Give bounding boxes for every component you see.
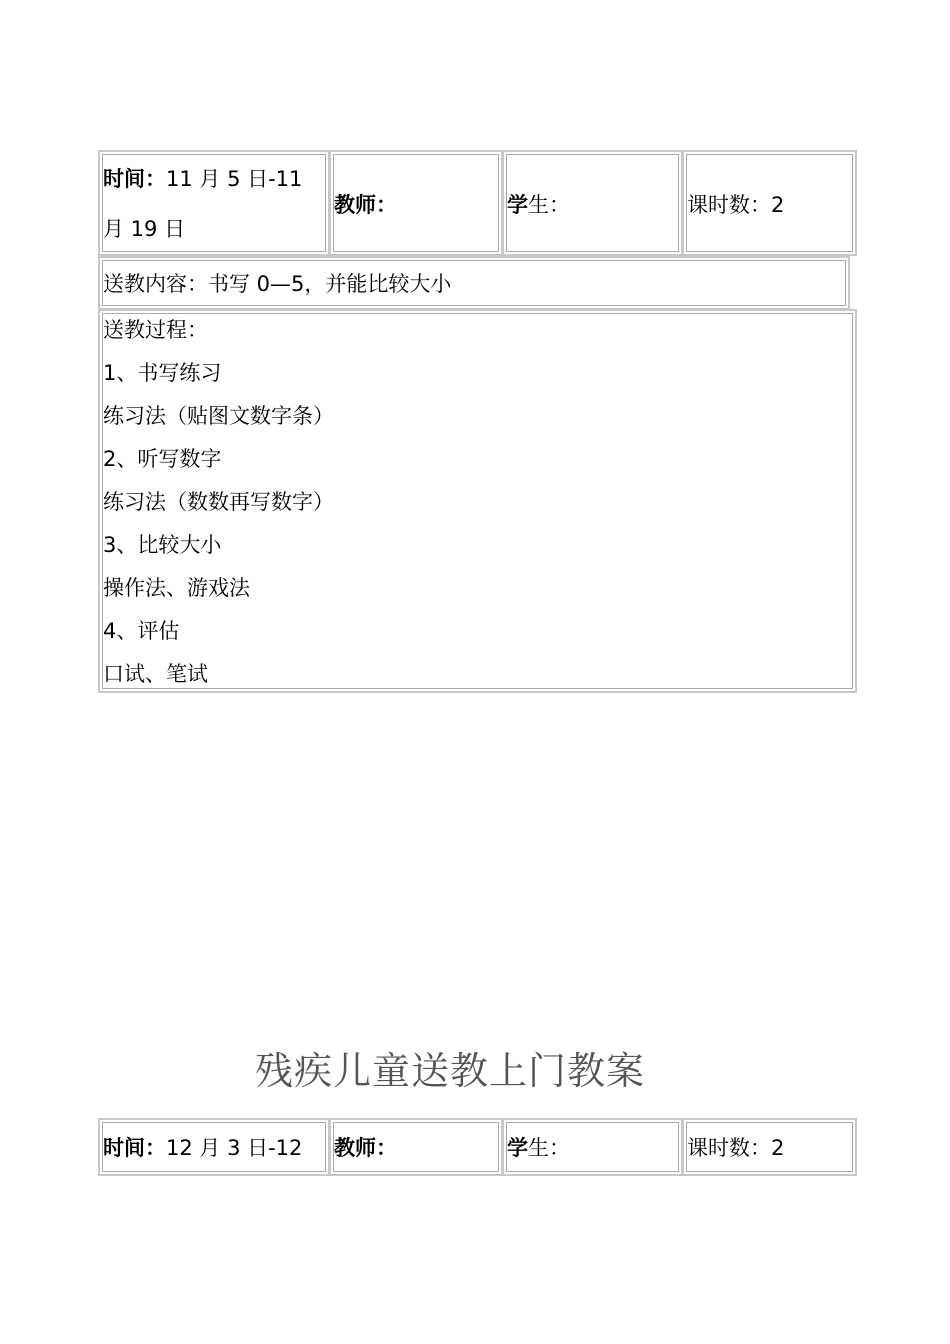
time-label: 时间：	[103, 167, 166, 191]
process-method-4: 口试、笔试	[103, 662, 208, 686]
hours-cell	[682, 150, 857, 256]
student-label-rest-2: 生：	[528, 1136, 570, 1160]
time-cell	[98, 150, 330, 256]
teacher-cell	[329, 150, 503, 256]
hours-label: 课时数：2	[687, 193, 785, 217]
process-method-3: 操作法、游戏法	[103, 576, 250, 600]
process-method-2: 练习法（数数再写数字）	[103, 490, 334, 514]
process-step-4: 4、评估	[103, 619, 180, 643]
process-step-1: 1、书写练习	[103, 361, 222, 385]
time-value-2: 12 月 3 日-12	[166, 1136, 303, 1160]
document-title: 残疾儿童送教上门教案	[254, 1049, 645, 1093]
time-value-line1: 11 月 5 日-11	[166, 167, 303, 191]
time-cell-2	[98, 1118, 330, 1176]
process-cell	[98, 309, 857, 693]
teacher-label-2: 教师：	[334, 1136, 397, 1160]
time-label-2: 时间：	[103, 1136, 166, 1160]
time-value-line2: 月 19 日	[103, 217, 186, 241]
content-cell	[98, 256, 850, 310]
student-label-bold: 学	[507, 193, 528, 217]
hours-cell-2	[682, 1118, 857, 1176]
student-cell-2	[502, 1118, 683, 1176]
teacher-label: 教师：	[334, 193, 397, 217]
process-title: 送教过程：	[103, 318, 208, 342]
hours-label-2: 课时数：2	[687, 1136, 785, 1160]
student-label-bold-2: 学	[507, 1136, 528, 1160]
student-label-rest: 生：	[528, 193, 570, 217]
student-cell	[502, 150, 683, 256]
process-method-1: 练习法（贴图文数字条）	[103, 404, 334, 428]
content-text: 送教内容：书写 0—5，并能比较大小	[103, 272, 452, 296]
teacher-cell-2	[329, 1118, 503, 1176]
process-step-2: 2、听写数字	[103, 447, 222, 471]
process-step-3: 3、比较大小	[103, 533, 222, 557]
